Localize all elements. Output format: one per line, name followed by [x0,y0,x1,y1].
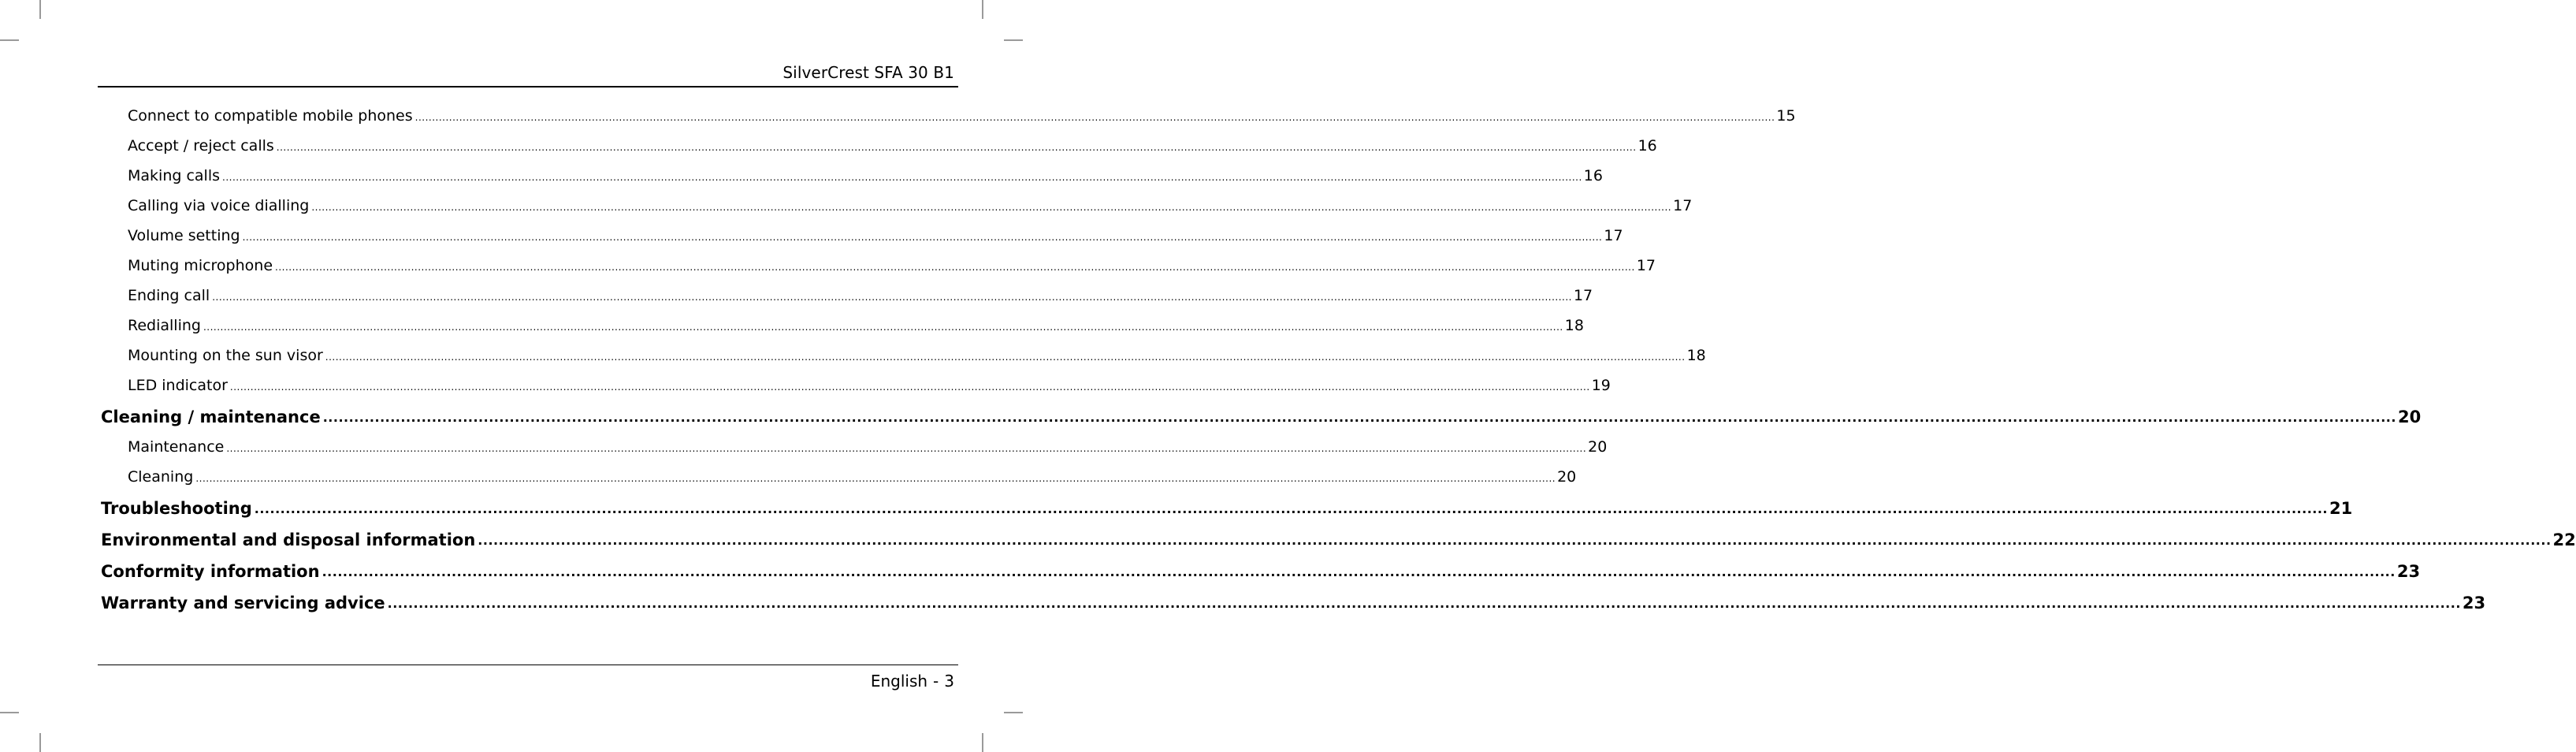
toc-entry-title: Troubleshooting [101,499,252,518]
toc-entry-title: Accept / reject calls [128,137,274,154]
table-of-contents [101,99,2576,616]
toc-entry-page-number: 20 [1557,468,1577,486]
toc-section-entry[interactable] [101,553,2421,585]
toc-entry-page-number: 16 [1637,137,1657,154]
toc-subsection-entry[interactable] [101,189,1693,219]
toc-subsection-entry[interactable] [101,249,1656,279]
toc-dot-leader: ................................................................................................................................................................................................................................................................................................................................................................................................................ [325,352,1686,363]
toc-dot-leader: ................................................................................................................................................................................................................................................................................................................................................................................................................ [254,501,2328,516]
toc-entry-title: Warranty and servicing advice [101,594,385,612]
toc-subsection-entry[interactable] [101,279,1593,309]
crop-mark-top-left-h [0,39,19,41]
toc-entry-page-number: 23 [2462,594,2486,612]
toc-dot-leader: ................................................................................................................................................................................................................................................................................................................................................................................................................ [229,382,1590,393]
toc-dot-leader: ................................................................................................................................................................................................................................................................................................................................................................................................................ [226,443,1587,454]
toc-entry-title: Cleaning [128,468,194,486]
toc-subsection-entry[interactable] [101,219,1623,249]
toc-entry-title: Connect to compatible mobile phones [128,107,413,125]
toc-entry-page-number: 20 [2397,408,2422,426]
toc-dot-leader: ................................................................................................................................................................................................................................................................................................................................................................................................................ [222,172,1582,183]
toc-entry-page-number: 20 [1588,438,1608,456]
crop-mark-top-right [982,0,983,19]
toc-entry-page-number: 21 [2329,499,2353,518]
toc-entry-page-number: 19 [1591,377,1611,394]
toc-subsection-entry[interactable] [101,159,1603,189]
running-header: SilverCrest SFA 30 B1 [782,63,954,82]
toc-dot-leader: ................................................................................................................................................................................................................................................................................................................................................................................................................ [387,596,2461,611]
header-rule [98,86,958,87]
toc-section-entry[interactable] [101,585,2486,616]
toc-subsection-entry[interactable] [101,339,1706,369]
toc-subsection-entry[interactable] [101,129,1657,159]
crop-mark-bottom-left [39,733,41,752]
toc-entry-page-number: 22 [2552,530,2576,549]
toc-entry-title: Mounting on the sun visor [128,347,323,364]
toc-subsection-entry[interactable] [101,460,1577,490]
page-number: 3 [944,672,954,691]
toc-entry-title: Cleaning / maintenance [101,408,321,426]
toc-subsection-entry[interactable] [101,369,1611,399]
toc-subsection-entry[interactable] [101,430,1608,460]
footer-separator: - [933,672,939,691]
toc-entry-title: Maintenance [128,438,225,456]
toc-entry-page-number: 23 [2396,562,2421,581]
toc-dot-leader: ................................................................................................................................................................................................................................................................................................................................................................................................................ [242,232,1603,243]
crop-mark-bottom-left-h [0,712,19,713]
toc-section-entry[interactable] [101,522,2576,553]
toc-entry-title: Ending call [128,287,210,304]
toc-entry-page-number: 17 [1673,197,1693,214]
toc-subsection-entry[interactable] [101,309,1584,339]
toc-dot-leader: ................................................................................................................................................................................................................................................................................................................................................................................................................ [478,533,2552,548]
page-footer [871,672,954,691]
toc-entry-page-number: 15 [1776,107,1796,125]
crop-mark-top-right-h [1004,39,1023,41]
toc-dot-leader: ................................................................................................................................................................................................................................................................................................................................................................................................................ [212,292,1572,303]
toc-section-entry[interactable] [101,399,2422,430]
toc-dot-leader: ................................................................................................................................................................................................................................................................................................................................................................................................................ [276,142,1637,153]
toc-dot-leader: ................................................................................................................................................................................................................................................................................................................................................................................................................ [311,202,1672,213]
crop-mark-top-left [39,0,41,19]
toc-entry-page-number: 17 [1636,257,1656,274]
toc-entry-title: Making calls [128,167,221,184]
toc-entry-page-number: 18 [1564,317,1584,334]
toc-dot-leader: ................................................................................................................................................................................................................................................................................................................................................................................................................ [322,564,2396,579]
crop-mark-bottom-right [982,733,983,752]
toc-entry-page-number: 16 [1583,167,1603,184]
toc-dot-leader: ................................................................................................................................................................................................................................................................................................................................................................................................................ [195,473,1556,484]
toc-section-entry[interactable] [101,490,2353,522]
toc-entry-page-number: 17 [1604,227,1623,244]
toc-entry-title: Redialling [128,317,201,334]
toc-dot-leader: ................................................................................................................................................................................................................................................................................................................................................................................................................ [322,410,2396,425]
toc-entry-title: Conformity information [101,562,320,581]
toc-entry-title: Environmental and disposal information [101,530,476,549]
toc-entry-title: Calling via voice dialling [128,197,310,214]
toc-entry-title: Muting microphone [128,257,273,274]
toc-dot-leader: ................................................................................................................................................................................................................................................................................................................................................................................................................ [275,262,1635,273]
toc-entry-page-number: 18 [1686,347,1706,364]
toc-entry-title: LED indicator [128,377,228,394]
toc-dot-leader: ................................................................................................................................................................................................................................................................................................................................................................................................................ [414,112,1775,123]
crop-mark-bottom-right-h [1004,712,1023,713]
toc-subsection-entry[interactable] [101,99,1796,129]
toc-entry-title: Volume setting [128,227,240,244]
footer-language: English [870,672,928,691]
toc-entry-page-number: 17 [1573,287,1593,304]
toc-dot-leader: ................................................................................................................................................................................................................................................................................................................................................................................................................ [203,322,1563,333]
